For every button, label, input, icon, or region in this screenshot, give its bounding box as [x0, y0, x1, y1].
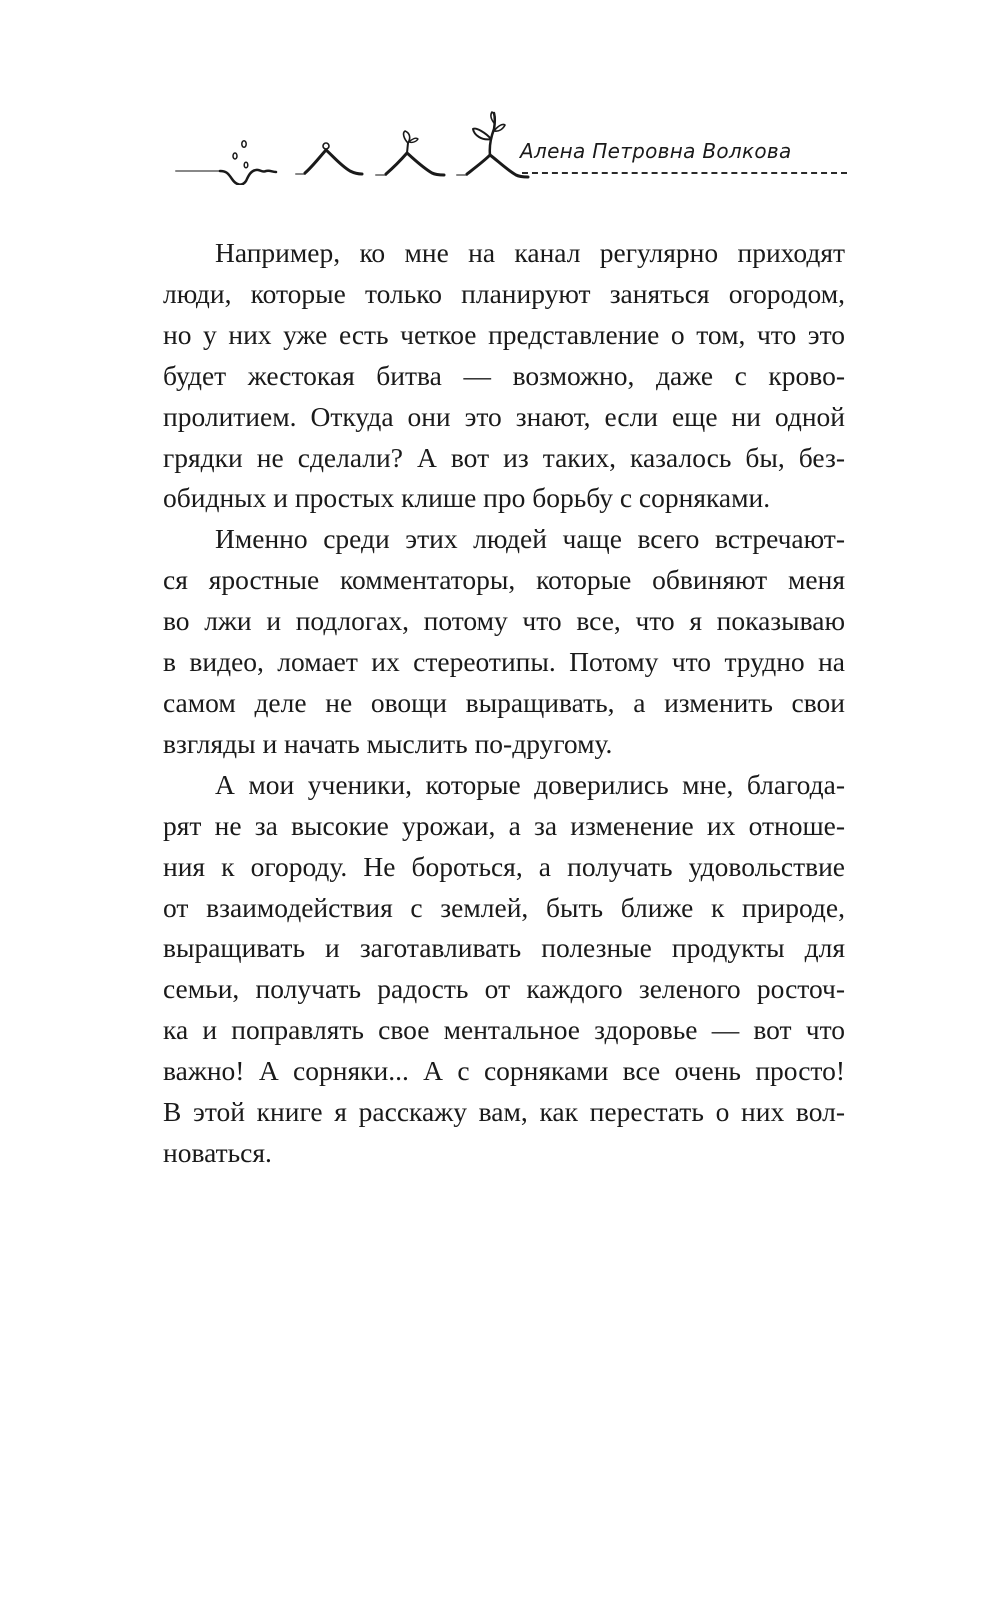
text-line: люди, которые только планируют заняться огородом,: [163, 277, 845, 309]
author-name: Алена Петровна Волкова: [520, 139, 792, 163]
text-line: семьи, получать радость от каждого зеленого росточ-: [163, 973, 845, 1005]
main-text: [163, 233, 845, 1174]
text-line: В этой книге я расскажу вам, как перестать о них вол-: [163, 1096, 845, 1128]
text-line: ка и поправлять свое ментальное здоровье — вот что: [163, 1014, 845, 1046]
text-line: выращивать и заготавливать полезные продукты для: [163, 932, 845, 964]
text-line: важно! А сорняки... А с сорняками все очень просто!: [163, 1055, 845, 1087]
text-line: но у них уже есть четкое представление о том, что это: [163, 318, 845, 350]
text-line: во лжи и подлогах, потому что все, что я показываю: [163, 605, 845, 637]
text-line: ния к огороду. Не бороться, а получать удовольствие: [163, 850, 845, 882]
text-line: пролитием. Откуда они это знают, если еще ни одной: [163, 400, 845, 432]
text-line: ся яростные комментаторы, которые обвиняют меня: [163, 564, 845, 596]
text-line: от взаимодействия с землей, быть ближе к природе,: [163, 891, 845, 923]
text-line: самом деле не овощи выращивать, а изменить свои: [163, 686, 845, 718]
text-line: рят не за высокие урожаи, а за изменение их отноше-: [163, 809, 845, 841]
paragraph: [163, 233, 845, 519]
paragraph: [163, 765, 845, 1174]
text-line: грядки не сделали? А вот из таких, казалось бы, без-: [163, 441, 845, 473]
text-line: в видео, ломает их стереотипы. Потому что трудно на: [163, 646, 845, 678]
text-line: А мои ученики, которые доверились мне, благода-: [215, 768, 845, 800]
text-line: Именно среди этих людей чаще всего встречают-: [215, 523, 845, 555]
text-line: новаться.: [163, 1136, 272, 1168]
running-header: [160, 95, 860, 185]
text-line: Например, ко мне на канал регулярно приходят: [215, 237, 845, 268]
paragraph: [163, 519, 845, 764]
header-dashed-rule: [522, 172, 847, 174]
text-line: взгляды и начать мыслить по-другому.: [163, 727, 613, 759]
text-line: будет жестокая битва — возможно, даже с крово-: [163, 359, 845, 391]
seed-to-sprout-growth-icon: [160, 95, 530, 185]
text-line: обидных и простых клише про борьбу с сорняками.: [163, 482, 771, 514]
